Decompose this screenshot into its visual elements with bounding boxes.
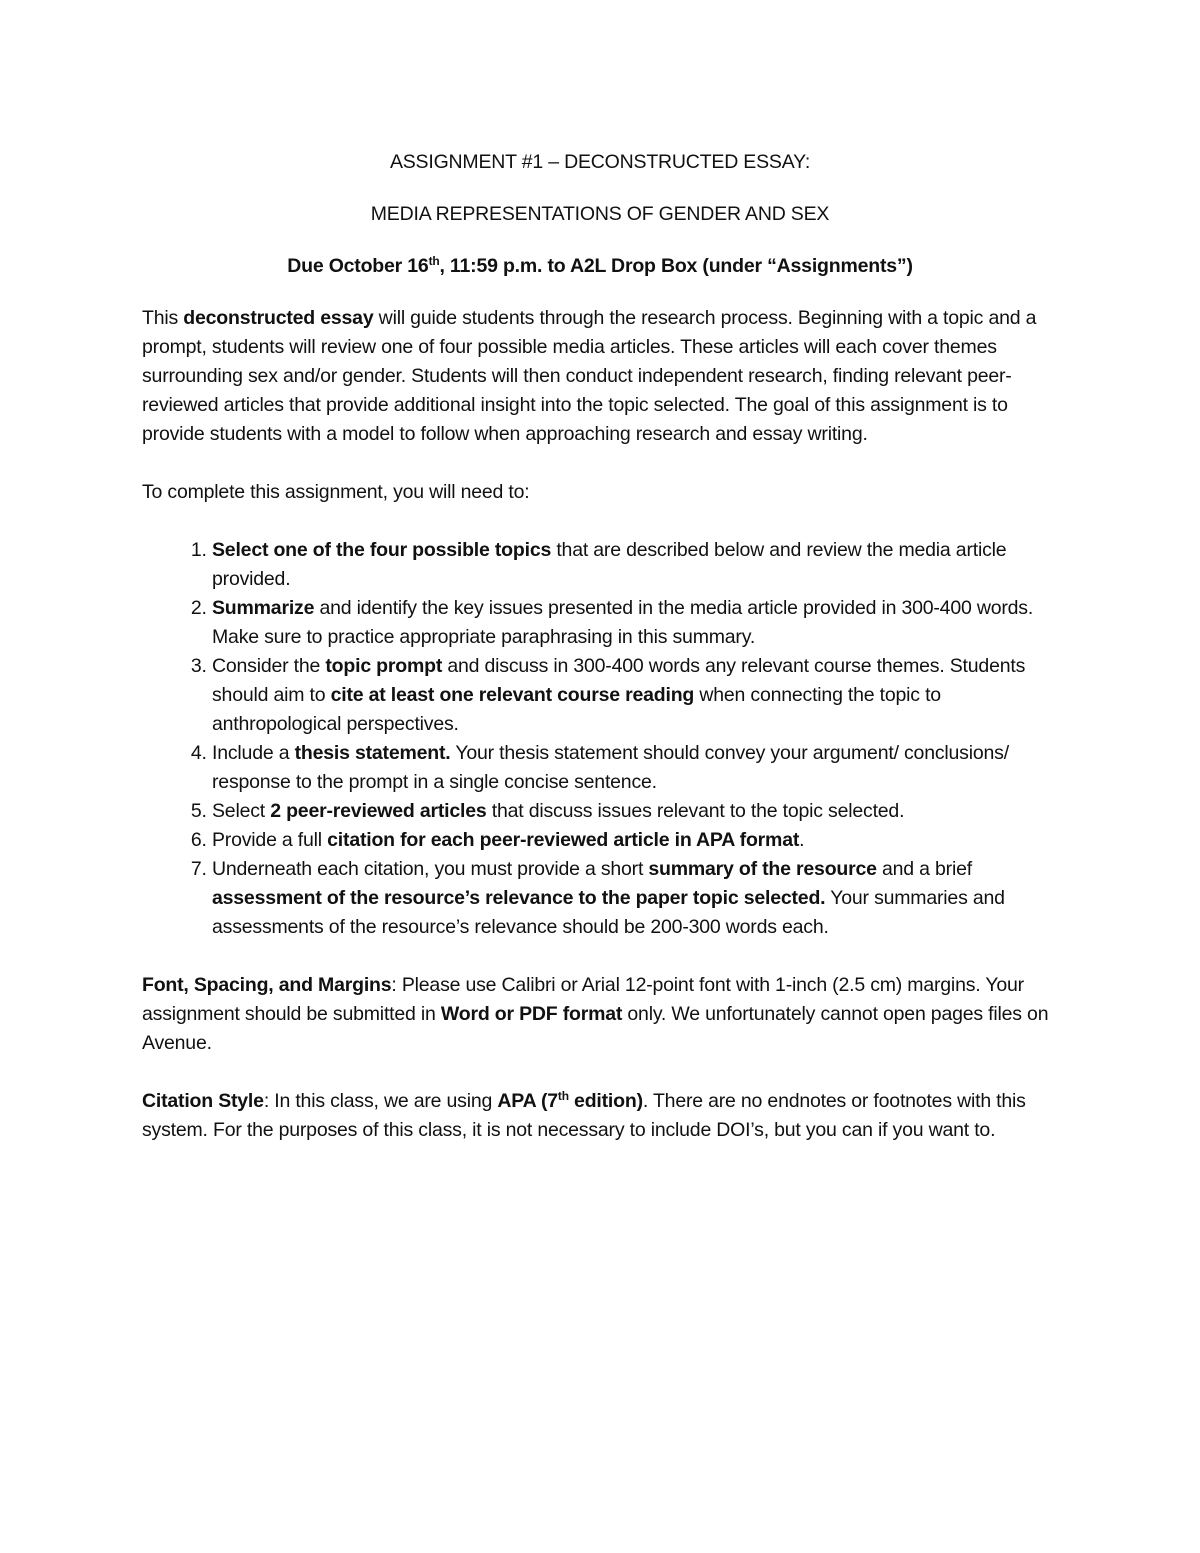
intro-text: This [142, 307, 184, 329]
list-item: 2. Summarize and identify the key issues presented in the media article provided in 300-400 words. Make sure to practice appropriate paraphrasing in this summary. [212, 594, 1058, 652]
due-suffix: , 11:59 p.m. to A2L Drop Box (under “Assignments”) [439, 255, 913, 277]
list-item: 4. Include a thesis statement. Your thesis statement should convey your argument/ conclusions/ response to the prompt in a single concise sentence. [212, 739, 1058, 797]
list-item: 6. Provide a full citation for each peer-reviewed article in APA format. [212, 826, 1058, 855]
citation-paragraph: Citation Style: In this class, we are using APA (7th edition). There are no endnotes or footnotes with this system. For the purposes of this class, it is not necessary to include DOI’s, but you can if you want to. [142, 1089, 1026, 1141]
list-item: 7. Underneath each citation, you must provide a short summary of the resource and a brief assessment of the resource’s relevance to the paper topic selected. Your summaries and assessments of the resource’s relevance should be 200-300 words each. [212, 855, 1058, 942]
due-superscript: th [428, 254, 440, 268]
due-date-line [142, 252, 1058, 281]
lead-in-paragraph: To complete this assignment, you will need to: [142, 481, 530, 503]
list-item: 3. Consider the topic prompt and discuss in 300-400 words any relevant course themes. Students should aim to cite at least one relevant course reading when connecting the topic to anthropological perspectives. [212, 652, 1058, 739]
list-item: 5. Select 2 peer-reviewed articles that discuss issues relevant to the topic selected. [212, 797, 1058, 826]
due-prefix: Due October 16 [287, 255, 429, 277]
document-page [142, 148, 1058, 1174]
assignment-title: ASSIGNMENT #1 – DECONSTRUCTED ESSAY: [389, 151, 811, 173]
citation-label: Citation Style [142, 1090, 264, 1112]
formatting-label: Font, Spacing, and Margins [142, 974, 392, 996]
intro-text-rest: will guide students through the research process. Beginning with a topic and a prompt, students will review one of four possible media articles. These articles will each cover themes surrounding sex and/or gender. Students will then conduct independent research, finding relevant peer-reviewed articles that provide additional insight into the topic selected. The goal of this assignment is to provide students with a model to follow when approaching research and essay writing. [142, 307, 1037, 445]
intro-paragraph [142, 304, 1058, 449]
assignment-subtitle: MEDIA REPRESENTATIONS OF GENDER AND SEX [370, 203, 830, 225]
steps-list [142, 536, 1058, 942]
formatting-paragraph: Font, Spacing, and Margins: Please use Calibri or Arial 12-point font with 1-inch (2.5 cm) margins. Your assignment should be submitted in Word or PDF format only. We unfortunately cannot open pages files on Avenue. [142, 974, 1049, 1054]
intro-bold: deconstructed essay [183, 307, 374, 329]
list-item: 1. Select one of the four possible topics that are described below and review the media article provided. [212, 536, 1058, 594]
